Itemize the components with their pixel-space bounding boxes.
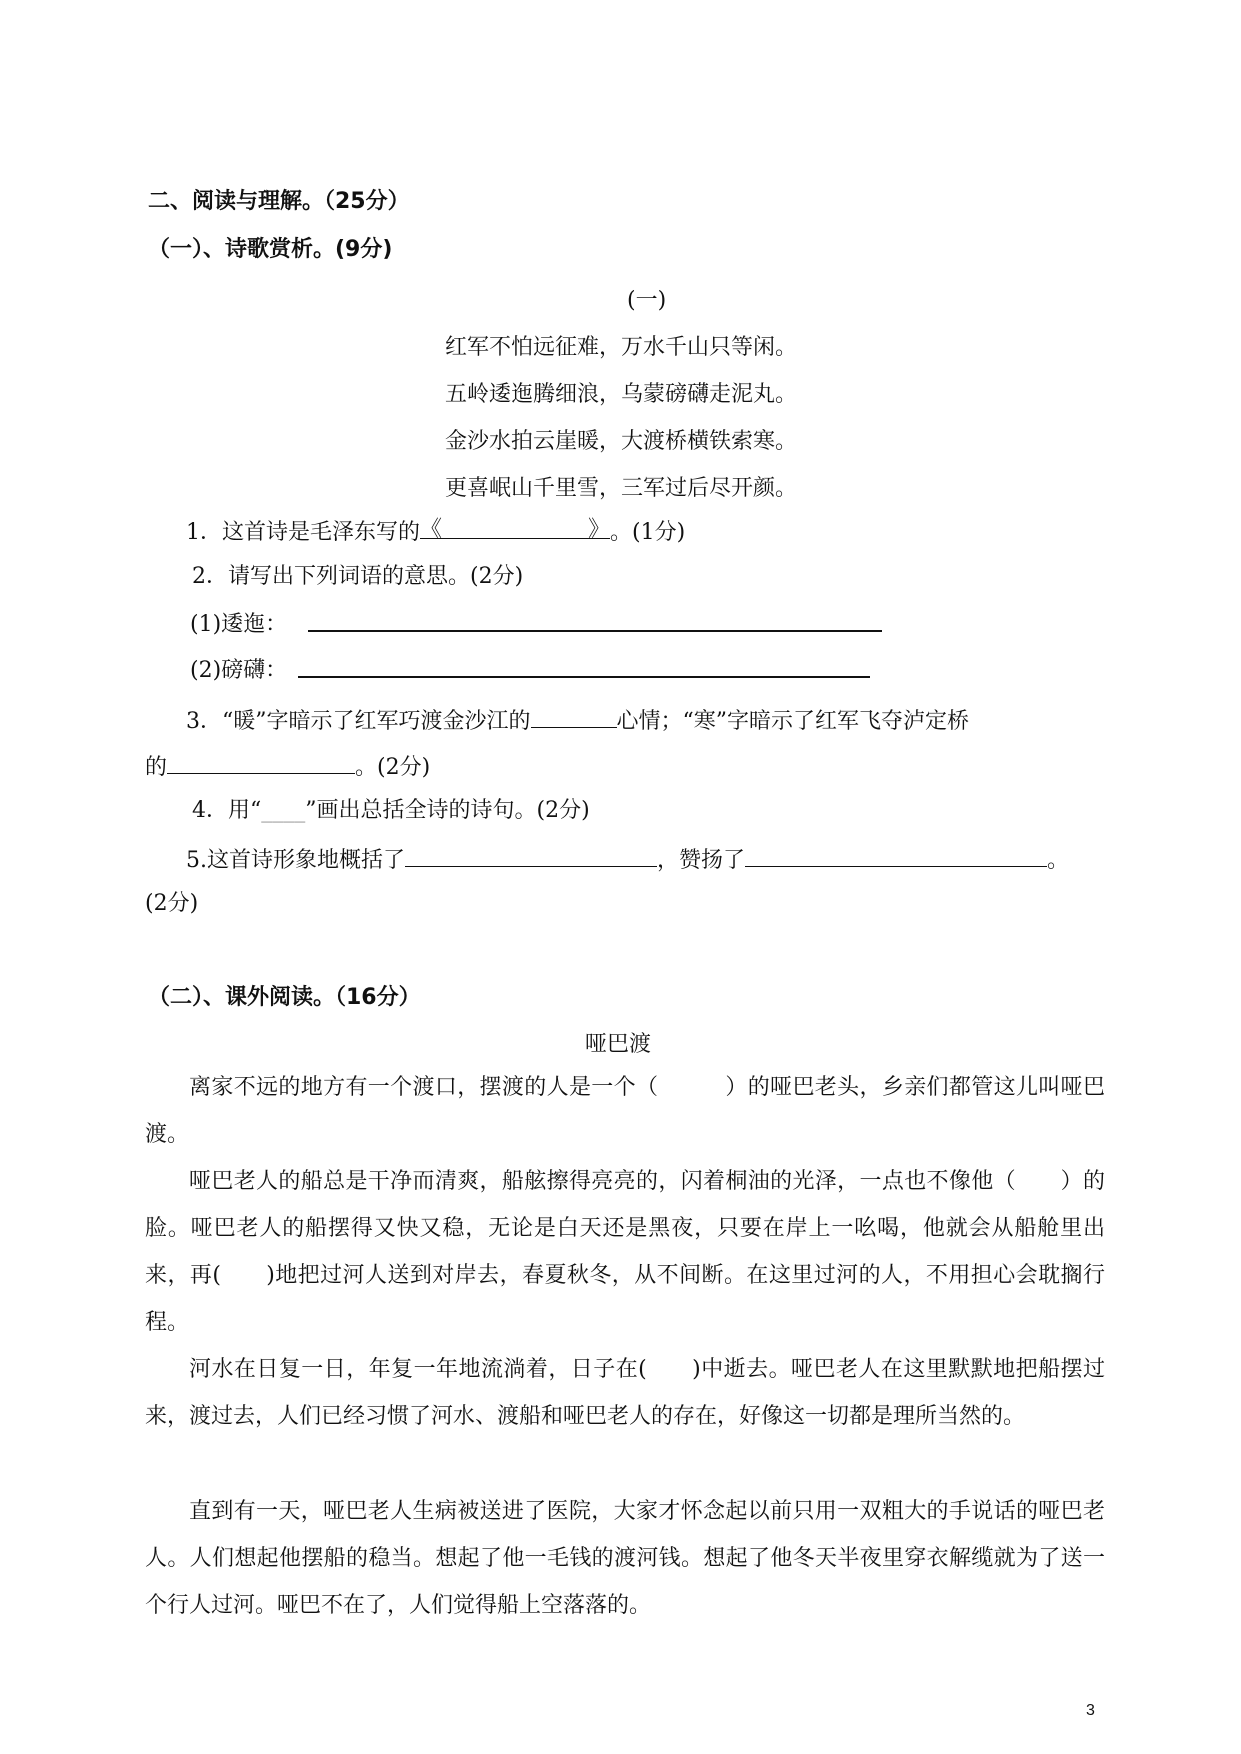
question-1	[186, 516, 685, 547]
section-heading: 二、阅读与理解。（25分）	[148, 189, 410, 214]
question-3-text-b: 心情；“寒”字暗示了红军飞夺泸定桥	[616, 709, 969, 734]
article-title: 哑巴渡	[585, 1032, 652, 1057]
question-3-blank-1[interactable]	[531, 705, 617, 728]
question-3-text-c: 的	[145, 755, 168, 780]
title-answer-blank[interactable]	[420, 516, 610, 542]
article-paragraph-1: 离家不远的地方有一个渡口，摆渡的人是一个（ ）的哑巴老头，乡亲们都管这儿叫哑巴渡。	[145, 1075, 1105, 1147]
question-3-text-a: 3．“暖”字暗示了红军巧渡金沙江的	[186, 709, 531, 734]
question-1-text: 1．这首诗是毛泽东写的	[186, 520, 420, 545]
question-5-text-c: 。	[1047, 848, 1070, 873]
poem-line-3: 金沙水拍云崖暖，大渡桥横铁索寒。	[445, 429, 798, 454]
question-2-1	[190, 611, 287, 639]
poem-line-1: 红军不怕远征难，万水千山只等闲。	[445, 335, 798, 360]
question-5-blank-2[interactable]	[745, 844, 1047, 867]
question-5-text-a: 5.这首诗形象地概括了	[186, 848, 405, 873]
question-5	[186, 844, 1069, 875]
poetry-subheading: （一）、诗歌赏析。(9分)	[148, 237, 393, 262]
question-3	[186, 705, 969, 736]
question-5-blank-1[interactable]	[405, 844, 657, 867]
answer-line-2-2[interactable]	[298, 676, 870, 678]
question-3-blank-2[interactable]	[167, 751, 355, 774]
article-paragraph-3: 河水在日复一日，年复一年地流淌着，日子在( )中逝去。哑巴老人在这里默默地把船摆过来，渡过去，人们已经习惯了河水、渡船和哑巴老人的存在，好像这一切都是理所当然的。	[145, 1357, 1105, 1429]
question-2-2-label: (2)磅礴：	[190, 658, 288, 683]
question-4-underline-sample: ____	[261, 798, 306, 823]
question-2-1-label: (1)逶迤：	[190, 612, 288, 637]
reading-subheading: （二）、课外阅读。（16分）	[148, 985, 421, 1010]
answer-line-2-1[interactable]	[308, 630, 882, 632]
question-2: 2．请写出下列词语的意思。(2分)	[192, 564, 524, 589]
question-4-text-a: 4．用“	[192, 798, 262, 823]
left-book-mark: 《	[420, 517, 443, 542]
question-4	[192, 797, 590, 825]
article-paragraph-2: 哑巴老人的船总是干净而清爽，船舷擦得亮亮的，闪着桐油的光泽，一点也不像他（ ）的脸。哑巴老人的船摆得又快又稳，无论是白天还是黑夜，只要在岸上一吆喝，他就会从船舱里出来，再( )地把过河人送到对岸去，春夏秋冬，从不间断。在这里过河的人，不用担心会耽搁行程。	[145, 1169, 1105, 1335]
question-5-text-b: ，赞扬了	[657, 848, 746, 873]
question-3-text-d: 。(2分)	[355, 755, 431, 780]
article-paragraph-4: 直到有一天，哑巴老人生病被送进了医院，大家才怀念起以前只用一双粗大的手说话的哑巴老人。人们想起他摆船的稳当。想起了他一毛钱的渡河钱。想起了他冬天半夜里穿衣解缆就为了送一个行人过河。哑巴不在了，人们觉得船上空落落的。	[145, 1499, 1105, 1618]
question-2-2	[190, 657, 287, 685]
poem-line-4: 更喜岷山千里雪，三军过后尽开颜。	[445, 476, 798, 501]
right-book-mark: 》	[587, 517, 610, 542]
page-number: 3	[1086, 1702, 1095, 1719]
poem-label: (一)	[627, 288, 667, 313]
question-1-score: 。(1分)	[610, 520, 686, 545]
poem-line-2: 五岭逶迤腾细浪，乌蒙磅礴走泥丸。	[445, 382, 798, 407]
question-3-cont	[145, 751, 430, 782]
question-5-score: (2分)	[145, 891, 199, 916]
question-4-text-b: ”画出总括全诗的诗句。(2分)	[305, 798, 590, 823]
